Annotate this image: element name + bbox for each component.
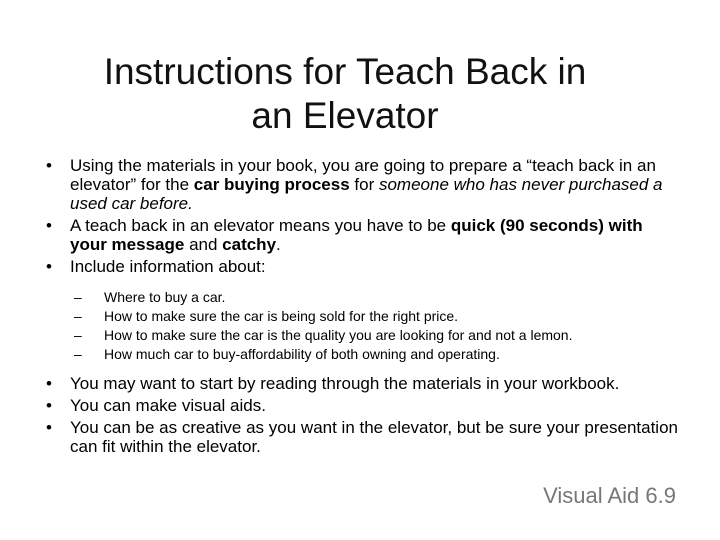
title-line-1: Instructions for Teach Back in — [103, 51, 587, 92]
bullet-icon: • — [46, 374, 52, 393]
bullet-icon: • — [46, 257, 52, 276]
bullet-item: • You can make visual aids. — [46, 396, 266, 415]
bullet-icon: • — [46, 396, 52, 415]
dash-icon: – — [74, 289, 82, 305]
dash-icon: – — [74, 308, 82, 324]
dash-icon: – — [74, 327, 82, 343]
bullet-list — [0, 156, 700, 459]
sub-item: – How much car to buy-affordability of both owning and operating. — [74, 346, 500, 362]
bullet-icon: • — [46, 216, 52, 235]
visual-aid-label: Visual Aid 6.9 — [543, 483, 676, 508]
sub-item: – How to make sure the car is the quality you are looking for and not a lemon. — [74, 327, 573, 343]
sub-list — [0, 288, 700, 364]
bullet-item: • Include information about: — [46, 257, 266, 276]
title-line-2: an Elevator — [251, 95, 439, 136]
bullet-item: • You may want to start by reading through the materials in your workbook. — [46, 374, 620, 393]
bullet-icon: • — [46, 156, 52, 175]
sub-item: – How to make sure the car is being sold for the right price. — [74, 308, 459, 324]
slide-title — [40, 50, 650, 138]
bullet-icon: • — [46, 418, 52, 437]
bullet-item: • Using the materials in your book, you are going to prepare a “teach back in an elevator” for the car buying process for someone who has never purchased a used car before. — [46, 156, 663, 213]
bullet-item: • You can be as creative as you want in the elevator, but be sure your presentation can fit within the elevator. — [46, 418, 678, 456]
sub-item: – Where to buy a car. — [74, 289, 226, 305]
bullet-item: • A teach back in an elevator means you have to be quick (90 seconds) with your message and catchy. — [46, 216, 643, 254]
dash-icon: – — [74, 346, 82, 362]
